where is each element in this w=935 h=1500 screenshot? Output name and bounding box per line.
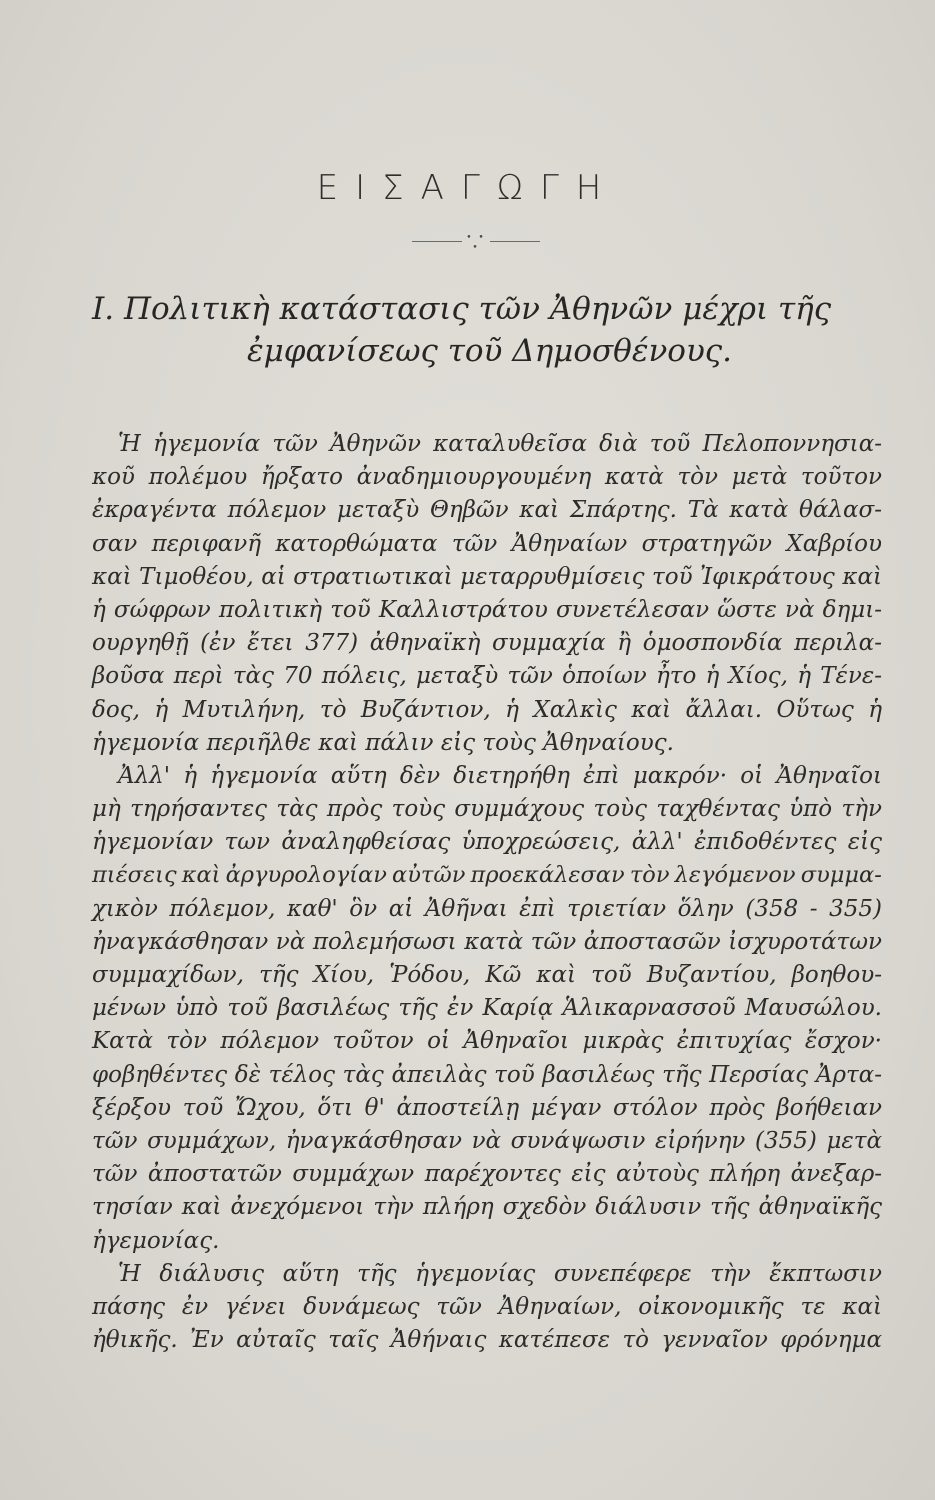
heading-ornament [412, 233, 540, 253]
text-line: ἠθικῆς. Ἐν αὐταῖς ταῖς Ἀθήναις κατέπεσε τὸ γενναῖον φρόνημα [92, 1327, 882, 1354]
text-line: σαν περιφανῆ κατορθώματα τῶν Ἀθηναίων στρατηγῶν Χαβρίου [92, 530, 882, 557]
text-line: καὶ Τιμοθέου, αἱ στρατιωτικαὶ μεταρρυθμίσεις τοῦ Ἰφικράτους καὶ [92, 563, 882, 590]
text-line: Ἡ διάλυσις αὕτη τῆς ἡγεμονίας συνεπέφερε τὴν ἔκπτωσιν [118, 1260, 882, 1287]
text-line: Ἀλλ' ἡ ἡγεμονία αὕτη δὲν διετηρήθη ἐπὶ μακρόν· οἱ Ἀθηναῖοι [118, 762, 882, 789]
body-text [92, 428, 882, 1357]
text-line: πιέσεις καὶ ἀργυρολογίαν αὐτῶν προεκάλεσαν τὸν λεγόμενον συμμα- [92, 862, 882, 889]
text-line: ἐκραγέντα πόλεμον μεταξὺ Θηβῶν καὶ Σπάρτης. Τὰ κατὰ θάλασ- [92, 497, 882, 524]
text-line: ἠναγκάσθησαν νὰ πολεμήσωσι κατὰ τῶν ἀποστασῶν ἰσχυροτάτων [92, 928, 882, 955]
text-line: ἡγεμονίαν των ἀναληφθείσας ὑποχρεώσεις, ἀλλ' ἐπιδοθέντες εἰς [92, 829, 882, 856]
text-line: ουργηθῇ (ἐν ἔτει 377) ἀθηναϊκὴ συμμαχία ἢ ὁμοσπονδία περιλα- [92, 630, 882, 657]
text-line: ἡγεμονίας. [92, 1227, 220, 1254]
text-line: μὴ τηρήσαντες τὰς πρὸς τοὺς συμμάχους τοὺς ταχθέντας ὑπὸ τὴν [92, 796, 882, 823]
text-line: φοβηθέντες δὲ τέλος τὰς ἀπειλὰς τοῦ βασιλέως τῆς Περσίας Ἀρτα- [92, 1061, 882, 1088]
text-line: κοῦ πολέμου ἤρξατο ἀναδημιουργουμένη κατὰ τὸν μετὰ τοῦτον [92, 464, 882, 491]
text-line: Κατὰ τὸν πόλεμον τοῦτον οἱ Ἀθηναῖοι μικρὰς ἐπιτυχίας ἔσχον· [92, 1028, 882, 1055]
text-line: Ἡ ἡγεμονία τῶν Ἀθηνῶν καταλυθεῖσα διὰ τοῦ Πελοποννησια- [118, 431, 882, 457]
ornament-rule-left [412, 241, 462, 242]
text-line: τῶν συμμάχων, ἠναγκάσθησαν νὰ συνάψωσιν εἰρήνην (355) μετὰ [92, 1127, 882, 1154]
text-line: πάσης ἐν γένει δυνάμεως τῶν Ἀθηναίων, οἰκονομικῆς τε καὶ [92, 1293, 882, 1320]
text-line: βοῦσα περὶ τὰς 70 πόλεις, μεταξὺ τῶν ὁποίων ἦτο ἡ Χίος, ἡ Τένε- [92, 663, 882, 690]
section-title-line-2: ἐμφανίσεως τοῦ Δημοσθένους. [247, 333, 733, 369]
text-line: δος, ἡ Μυτιλήνη, τὸ Βυζάντιον, ἡ Χαλκὶς καὶ ἄλλαι. Οὕτως ἡ [92, 696, 882, 723]
section-title-line-1: I. Πολιτικὴ κατάστασις τῶν Ἀθηνῶν μέχρι τῆς [92, 291, 832, 327]
ornament-dots: • • • [466, 233, 486, 253]
text-line: ξέρξου τοῦ Ὤχου, ὅτι θ' ἀποστείλῃ μέγαν στόλον πρὸς βοήθειαν [92, 1094, 882, 1121]
text-line: ἡγεμονία περιῆλθε καὶ πάλιν εἰς τοὺς Ἀθηναίους. [92, 729, 674, 756]
text-line: συμμαχίδων, τῆς Χίου, Ῥόδου, Κῶ καὶ τοῦ Βυζαντίου, βοηθου- [92, 962, 882, 988]
text-line: μένων ὑπὸ τοῦ βασιλέως τῆς ἐν Καρίᾳ Ἁλικαρνασσοῦ Μαυσώλου. [92, 995, 882, 1022]
text-line: ἡ σώφρων πολιτικὴ τοῦ Καλλιστράτου συνετέλεσαν ὥστε νὰ δημι- [92, 596, 882, 623]
chapter-heading: ΕΙΣΑΓΩΓΗ [316, 168, 619, 208]
text-line: χικὸν πόλεμον, καθ' ὃν αἱ Ἀθῆναι ἐπὶ τριετίαν ὅλην (358 - 355) [92, 895, 882, 922]
text-line: τῶν ἀποστατῶν συμμάχων παρέχοντες εἰς αὐτοὺς πλήρη ἀνεξαρ- [92, 1161, 882, 1188]
ornament-rule-right [490, 241, 540, 242]
text-line: τησίαν καὶ ἀνεχόμενοι τὴν πλήρη σχεδὸν διάλυσιν τῆς ἀθηναϊκῆς [92, 1194, 882, 1221]
